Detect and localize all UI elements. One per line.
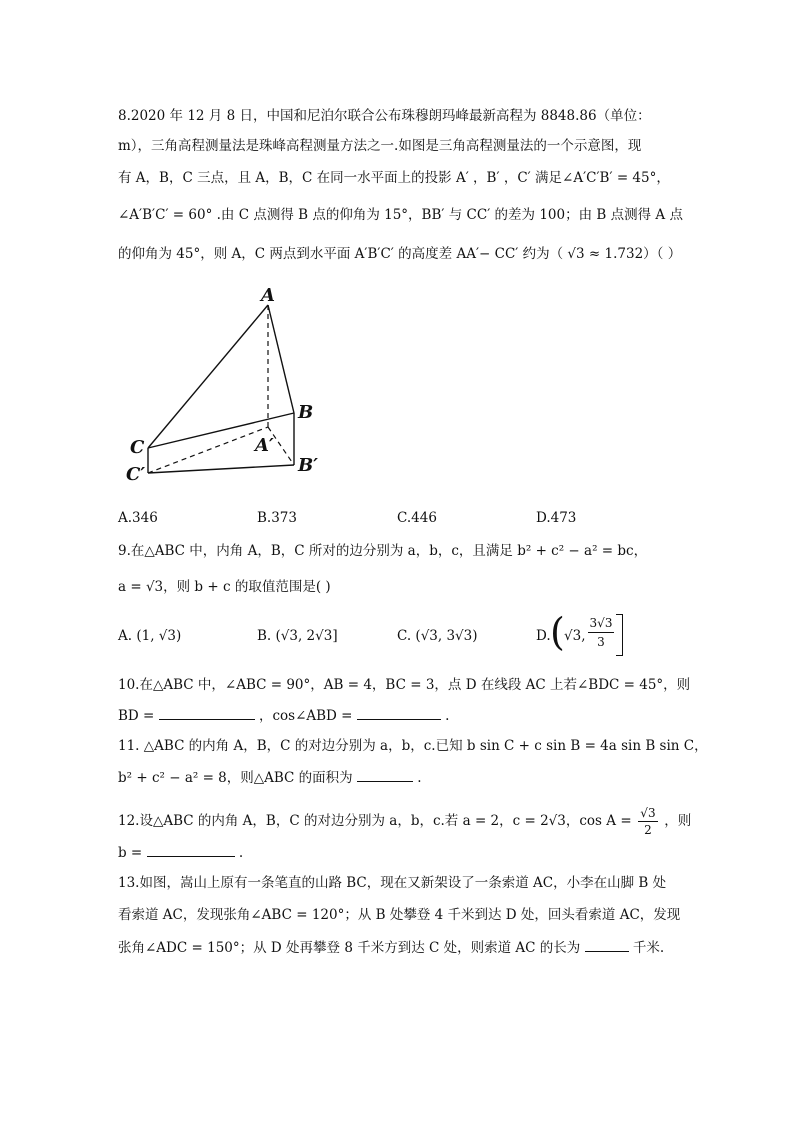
- q8-line-2: m），三角高程测量法是珠峰高程测量方法之一.如图是三角高程测量法的一个示意图，现: [118, 138, 642, 154]
- q10-cos-blank[interactable]: [357, 705, 441, 720]
- q12-frac-den: 2: [644, 823, 652, 837]
- q9-option-d-open-paren: (: [550, 610, 565, 654]
- q9-option-d-fraction: [588, 614, 614, 651]
- q8-option-a: A.346: [118, 510, 158, 526]
- q12-line-2: [118, 842, 243, 863]
- q9-option-a: A. (1, √3): [118, 628, 182, 644]
- label-b: B: [298, 402, 314, 423]
- q8-line-5: 的仰角为 45°，则 A，C 两点到水平面 A′B′C′ 的高度差 AA′− CC′ 约为（ √3 ≈ 1.732）（ ）: [118, 246, 682, 262]
- q10-bd-label: BD =: [118, 708, 155, 724]
- q10-end: .: [445, 708, 450, 724]
- q12-b-blank[interactable]: [147, 842, 235, 857]
- edge-c-a: [148, 305, 268, 448]
- q12-text-a: 12.设△ABC 的内角 A，B，C 的对边分别为 a，b，c.若 a = 2，c = 2√3，cos A =: [118, 813, 632, 829]
- edge-c1-b1: [148, 465, 294, 473]
- q8-option-d: D.473: [536, 510, 577, 526]
- q9-option-d-close-bracket: [616, 614, 623, 656]
- q10-cos-label: ，cos∠ABD =: [258, 708, 353, 724]
- q12-frac-num: √3: [638, 805, 658, 822]
- q13-text: 张角∠ADC = 150°；从 D 处再攀登 8 千米方到达 C 处，则索道 AC 的长为: [118, 940, 581, 956]
- q12-fraction: [638, 805, 658, 838]
- q13-ac-blank[interactable]: [585, 937, 629, 952]
- edge-a-b: [268, 305, 294, 413]
- q9-option-d-sqrt: √3,: [564, 628, 586, 644]
- label-c-prime: C′: [126, 464, 146, 485]
- q9-option-b: B. (√3, 2√3]: [257, 628, 338, 644]
- q10-line-1: 10.在△ABC 中，∠ABC = 90°，AB = 4，BC = 3，点 D 在线段 AC 上若∠BDC = 45°，则: [118, 677, 691, 693]
- q8-option-c: C.446: [397, 510, 437, 526]
- q11-line-2: [118, 767, 422, 788]
- q12-end: .: [238, 845, 244, 861]
- q8-line-1: 8.2020 年 12 月 8 日，中国和尼泊尔联合公布珠穆朗玛峰最新高程为 8848.86（单位：: [118, 108, 651, 124]
- q9-option-d-den: 3: [597, 635, 605, 649]
- q12-b-label: b =: [118, 845, 143, 861]
- q9-line-1: 9.在△ABC 中，内角 A，B，C 所对的边分别为 a，b，c，且满足 b² + c² − a² = bc，: [118, 543, 648, 559]
- q12-line-1: [118, 805, 691, 838]
- q8-line-4: ∠A′B′C′ = 60° .由 C 点测得 B 点的仰角为 15°，BB′ 与 CC′ 的差为 100；由 B 点测得 A 点: [118, 207, 683, 223]
- label-a: A: [261, 285, 275, 306]
- q10-line-2: [118, 705, 449, 726]
- q12-text-b: ，则: [664, 813, 692, 829]
- q10-bd-blank[interactable]: [159, 705, 255, 720]
- q11-end: .: [417, 770, 422, 786]
- q9-option-d-label: D.: [536, 628, 551, 644]
- q11-line-1: 11. △ABC 的内角 A，B，C 的对边分别为 a，b，c.已知 b sin C + c sin B = 4a sin B sin C，: [118, 738, 708, 754]
- q8-line-3: 有 A，B，C 三点，且 A，B，C 在同一水平面上的投影 A′ ，B′ ，C′ 满足∠A′C′B′ = 45°，: [118, 170, 670, 186]
- q9-line-2: a = √3，则 b + c 的取值范围是( ): [118, 579, 331, 595]
- q13-line-1: 13.如图，嵩山上原有一条笔直的山路 BC，现在又新架设了一条索道 AC，小李在山脚 B 处: [118, 875, 667, 891]
- q13-line-3: [118, 937, 664, 958]
- q9-option-c: C. (√3, 3√3): [397, 628, 478, 644]
- label-c: C: [130, 437, 145, 458]
- q13-unit: 千米.: [632, 940, 665, 956]
- q8-option-b: B.373: [257, 510, 297, 526]
- q13-line-2: 看索道 AC，发现张角∠ABC = 120°；从 B 处攀登 4 千米到达 D 处，回头看索道 AC，发现: [118, 907, 681, 923]
- q8-figure: [118, 285, 338, 485]
- q11-text: b² + c² − a² = 8，则△ABC 的面积为: [118, 770, 353, 786]
- label-a-prime: A′: [255, 435, 274, 456]
- q11-area-blank[interactable]: [357, 767, 413, 782]
- label-b-prime: B′: [298, 455, 318, 476]
- q9-option-d-num: 3√3: [588, 614, 614, 633]
